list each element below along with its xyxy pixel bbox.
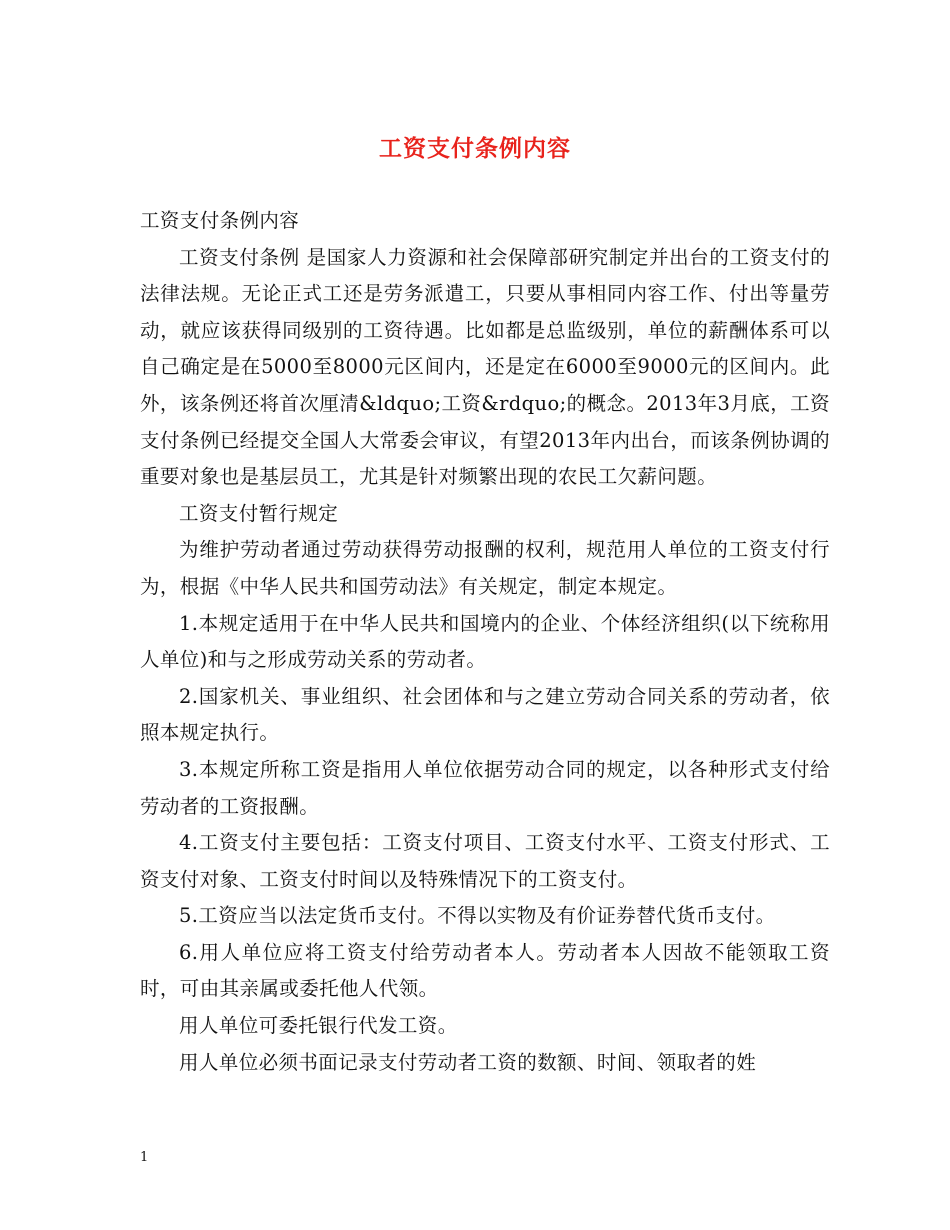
paragraph-clause-1: 1.本规定适用于在中华人民共和国境内的企业、个体经济组织(以下统称用人单位)和与之形成劳动关系的劳动者。 [140,611,830,672]
paragraph-intro: 工资支付条例 是国家人力资源和社会保障部研究制定并出台的工资支付的法律法规。无论正式工还是劳务派遣工，只要从事相同内容工作、付出等量劳动，就应该获得同级别的工资待遇。比如都是总监级别，单位的薪酬体系可以自己确定是在5000至8000元区间内，还是定在6000至9000元的区间内。此外，该条例还将首次厘清&ldquo;工资&rdquo;的概念。2013年3月底，工资支付条例已经提交全国人大常委会审议，有望2013年内出台，而该条例协调的重要对象也是基层员工，尤其是针对频繁出现的农民工欠薪问题。 [140,245,830,489]
paragraph-clause-6: 6.用人单位应将工资支付给劳动者本人。劳动者本人因故不能领取工资时，可由其亲属或委托他人代领。 [140,940,830,1001]
section-heading: 工资支付条例内容 [140,209,300,232]
paragraph-records: 用人单位必须书面记录支付劳动者工资的数额、时间、领取者的姓 [179,1050,757,1074]
paragraph-subheading: 工资支付暂行规定 [179,501,339,525]
paragraph-purpose: 为维护劳动者通过劳动获得劳动报酬的权利，规范用人单位的工资支付行为，根据《中华人民共和国劳动法》有关规定，制定本规定。 [140,538,830,598]
page-number: 1 [140,1150,149,1165]
paragraph-clause-2: 2.国家机关、事业组织、社会团体和与之建立劳动合同关系的劳动者，依照本规定执行。 [140,684,830,745]
paragraph-clause-5: 5.工资应当以法定货币支付。不得以实物及有价证券替代货币支付。 [179,904,776,928]
document-title: 工资支付条例内容 [379,135,571,162]
paragraph-clause-4: 4.工资支付主要包括：工资支付项目、工资支付水平、工资支付形式、工资支付对象、工资支付时间以及特殊情况下的工资支付。 [140,831,830,891]
paragraph-bank-payment: 用人单位可委托银行代发工资。 [179,1014,458,1038]
paragraph-clause-3: 3.本规定所称工资是指用人单位依据劳动合同的规定，以各种形式支付给劳动者的工资报酬。 [140,757,830,818]
document-body [140,203,830,1081]
